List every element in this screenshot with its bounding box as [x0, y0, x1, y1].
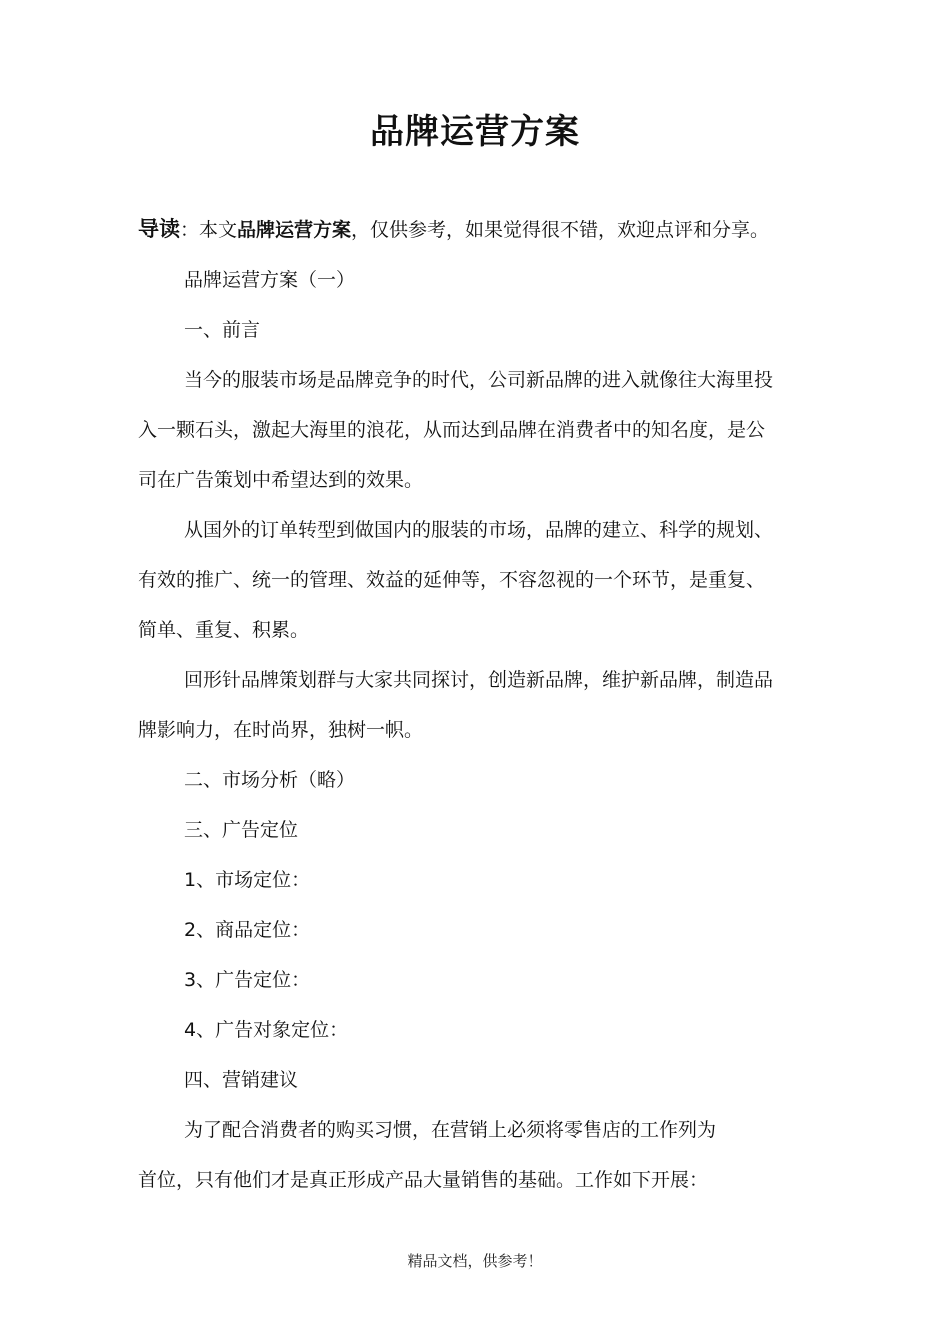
heading-preface: 一、前言 — [184, 319, 261, 341]
document-title: 品牌运营方案 — [370, 112, 580, 152]
para-4-line-2: 首位，只有他们才是真正形成产品大量销售的基础。工作如下开展： — [138, 1169, 709, 1191]
intro-label: 导读 — [138, 217, 180, 241]
intro-paragraph — [138, 204, 818, 255]
para-3-line-1: 回形针品牌策划群与大家共同探讨，创造新品牌，维护新品牌，制造品 — [184, 669, 774, 691]
para-2-line-1: 从国外的订单转型到做国内的服装的市场，品牌的建立、科学的规划、 — [184, 519, 774, 541]
section-heading: 品牌运营方案（一） — [184, 269, 356, 291]
heading-market-analysis: 二、市场分析（略） — [184, 769, 356, 791]
para-1-line-1: 当今的服装市场是品牌竞争的时代，公司新品牌的进入就像往大海里投 — [184, 369, 774, 391]
list-item-product-positioning: 2、商品定位： — [184, 919, 311, 941]
para-4-line-1: 为了配合消费者的购买习惯，在营销上必须将零售店的工作列为 — [184, 1119, 717, 1141]
para-2-line-2: 有效的推广、统一的管理、效益的延伸等，不容忽视的一个环节，是重复、 — [138, 569, 766, 591]
para-1-line-3: 司在广告策划中希望达到的效果。 — [138, 469, 424, 491]
para-3-line-2: 牌影响力，在时尚界，独树一帜。 — [138, 719, 424, 741]
para-1-line-2: 入一颗石头，激起大海里的浪花，从而达到品牌在消费者中的知名度，是公 — [138, 419, 766, 441]
document-body — [138, 204, 818, 1205]
list-item-market-positioning: 1、市场定位： — [184, 869, 311, 891]
list-item-ad-target-positioning: 4、广告对象定位： — [184, 1019, 349, 1041]
intro-suffix: ，仅供参考，如果觉得很不错，欢迎点评和分享。 — [351, 219, 770, 241]
list-item-ad-positioning: 3、广告定位： — [184, 969, 311, 991]
heading-marketing-suggestions: 四、营销建议 — [184, 1069, 299, 1091]
heading-ad-positioning: 三、广告定位 — [184, 819, 299, 841]
para-2-line-3: 简单、重复、积累。 — [138, 619, 310, 641]
intro-doc-title: 品牌运营方案 — [237, 219, 352, 241]
page-footer: 精品文档，供参考！ — [407, 1252, 543, 1270]
intro-prefix: ：本文 — [180, 219, 238, 241]
